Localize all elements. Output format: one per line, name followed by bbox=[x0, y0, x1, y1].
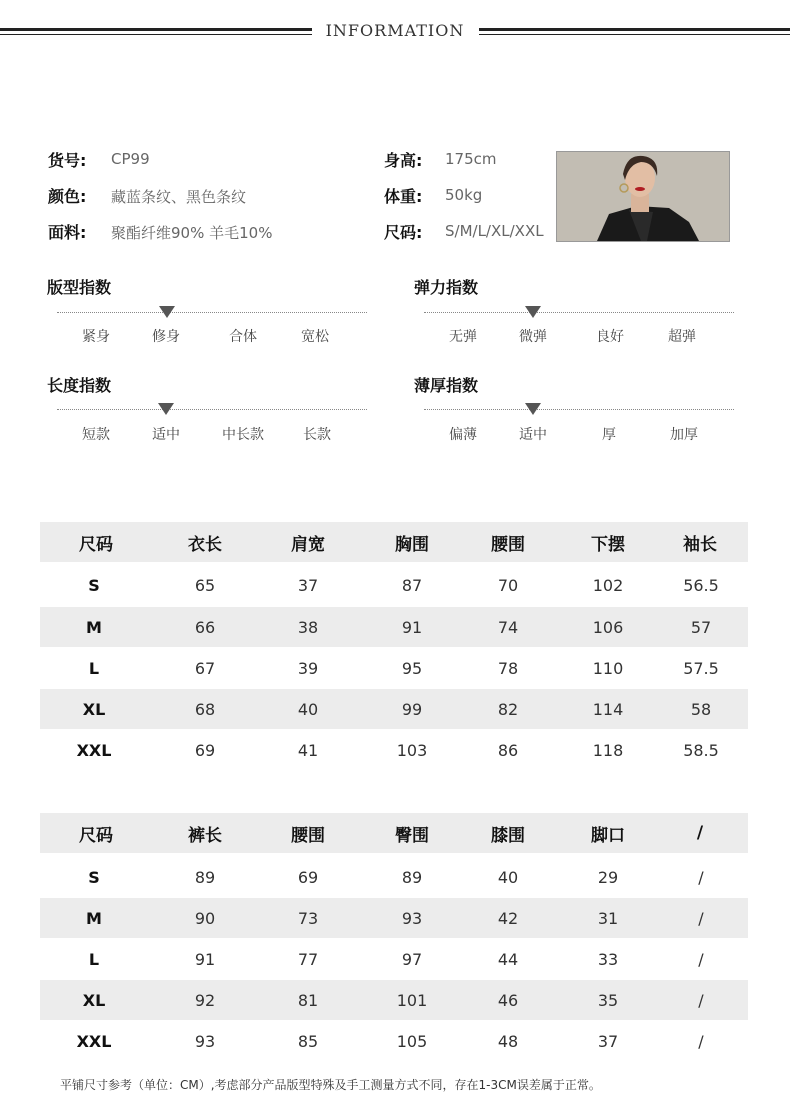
index-marker-icon bbox=[158, 403, 174, 415]
section-title: INFORMATION bbox=[325, 21, 465, 40]
table-cell: 69 bbox=[297, 867, 319, 887]
table-cell: 29 bbox=[597, 867, 619, 887]
table-header-cell: / bbox=[696, 823, 704, 843]
table-header-cell: 腰围 bbox=[291, 825, 325, 846]
table-cell: 40 bbox=[497, 867, 519, 887]
table-cell: XXL bbox=[76, 1031, 112, 1051]
header-rule-right bbox=[479, 28, 790, 35]
table-cell: M bbox=[86, 908, 102, 928]
index-option: 良好 bbox=[596, 329, 624, 345]
index-option: 紧身 bbox=[82, 329, 110, 345]
index-marker-icon bbox=[525, 306, 541, 318]
table-cell: L bbox=[88, 658, 100, 678]
table-row bbox=[40, 980, 748, 1020]
index-scale-line bbox=[57, 409, 367, 410]
info-value-height: 175cm bbox=[445, 150, 497, 168]
table-header-row bbox=[40, 522, 748, 562]
table-cell: 69 bbox=[194, 740, 216, 760]
table-cell: 37 bbox=[597, 1031, 619, 1051]
info-value-item-no: CP99 bbox=[111, 150, 150, 168]
index-option: 无弹 bbox=[449, 329, 477, 345]
table-cell: XL bbox=[82, 990, 106, 1010]
table-cell: 66 bbox=[194, 617, 216, 637]
info-label: 体重: bbox=[384, 187, 423, 206]
info-row-fabric bbox=[48, 220, 86, 243]
table-cell: 92 bbox=[194, 990, 216, 1010]
table-cell: 110 bbox=[592, 658, 624, 678]
table-row bbox=[40, 607, 748, 647]
index-option: 适中 bbox=[152, 427, 180, 443]
table-cell: 82 bbox=[497, 699, 519, 719]
table-cell: 103 bbox=[396, 740, 428, 760]
index-scale-line bbox=[424, 409, 734, 410]
table-cell: 87 bbox=[401, 575, 423, 595]
table-header-cell: 臀围 bbox=[395, 825, 429, 846]
table-header-cell: 衣长 bbox=[188, 534, 222, 555]
table-cell: 91 bbox=[194, 949, 216, 969]
info-value-weight: 50kg bbox=[445, 186, 483, 204]
index-option: 微弹 bbox=[519, 329, 547, 345]
size-table-top bbox=[40, 522, 748, 768]
index-option: 加厚 bbox=[670, 427, 698, 443]
table-row bbox=[40, 1021, 748, 1061]
table-cell: 118 bbox=[592, 740, 624, 760]
table-row bbox=[40, 857, 748, 897]
index-option: 合体 bbox=[229, 329, 257, 345]
index-scale-line bbox=[424, 312, 734, 313]
table-cell: 89 bbox=[194, 867, 216, 887]
table-cell: 90 bbox=[194, 908, 216, 928]
model-photo bbox=[556, 151, 730, 242]
table-cell: 93 bbox=[401, 908, 423, 928]
table-cell: 99 bbox=[401, 699, 423, 719]
index-option: 修身 bbox=[152, 329, 180, 345]
info-label: 颜色: bbox=[48, 187, 87, 206]
table-cell: 77 bbox=[297, 949, 319, 969]
info-label: 尺码: bbox=[384, 223, 423, 242]
index-marker-icon bbox=[159, 306, 175, 318]
table-header-cell: 裤长 bbox=[188, 825, 222, 846]
table-row bbox=[40, 689, 748, 729]
measurement-note: 平铺尺寸参考（单位：CM）,考虑部分产品版型特殊及手工测量方式不同，存在1-3CM误差属于正常。 bbox=[60, 1078, 601, 1092]
info-row-size bbox=[384, 220, 422, 243]
table-header-cell: 尺码 bbox=[79, 534, 113, 555]
table-cell: 73 bbox=[297, 908, 319, 928]
info-row-height bbox=[384, 148, 422, 171]
info-value-size: S/M/L/XL/XXL bbox=[445, 222, 544, 240]
table-cell: 58 bbox=[690, 699, 712, 719]
table-header-cell: 袖长 bbox=[683, 534, 717, 555]
table-cell: L bbox=[88, 949, 100, 969]
table-cell: / bbox=[698, 949, 704, 969]
info-label: 身高: bbox=[384, 151, 423, 170]
table-cell: 86 bbox=[497, 740, 519, 760]
index-title: 版型指数 bbox=[47, 278, 112, 297]
index-title: 弹力指数 bbox=[414, 278, 479, 297]
index-option: 短款 bbox=[82, 427, 110, 443]
info-label: 货号: bbox=[48, 151, 87, 170]
table-cell: 58.5 bbox=[683, 740, 719, 760]
index-option: 适中 bbox=[519, 427, 547, 443]
table-cell: 81 bbox=[297, 990, 319, 1010]
table-cell: 57 bbox=[690, 617, 712, 637]
index-option: 超弹 bbox=[668, 329, 696, 345]
table-row bbox=[40, 939, 748, 979]
table-cell: 35 bbox=[597, 990, 619, 1010]
table-cell: 114 bbox=[592, 699, 624, 719]
index-marker-icon bbox=[525, 403, 541, 415]
info-row-item-no bbox=[48, 148, 86, 171]
table-cell: XXL bbox=[76, 740, 112, 760]
size-table-pants bbox=[40, 813, 748, 1061]
table-cell: 97 bbox=[401, 949, 423, 969]
table-cell: 37 bbox=[297, 575, 319, 595]
table-header-cell: 腰围 bbox=[491, 534, 525, 555]
table-cell: 68 bbox=[194, 699, 216, 719]
table-cell: 48 bbox=[497, 1031, 519, 1051]
table-cell: M bbox=[86, 617, 102, 637]
table-cell: 65 bbox=[194, 575, 216, 595]
model-photo-illustration bbox=[557, 152, 729, 241]
table-cell: 102 bbox=[592, 575, 624, 595]
table-cell: 93 bbox=[194, 1031, 216, 1051]
table-cell: / bbox=[698, 908, 704, 928]
index-scale-line bbox=[57, 312, 367, 313]
table-cell: 85 bbox=[297, 1031, 319, 1051]
table-cell: 46 bbox=[497, 990, 519, 1010]
table-cell: 57.5 bbox=[683, 658, 719, 678]
table-cell: 95 bbox=[401, 658, 423, 678]
info-row-color bbox=[48, 184, 86, 207]
index-option: 偏薄 bbox=[449, 427, 477, 443]
table-cell: / bbox=[698, 990, 704, 1010]
table-header-cell: 下摆 bbox=[591, 534, 625, 555]
table-header-cell: 胸围 bbox=[395, 534, 429, 555]
index-option: 厚 bbox=[602, 427, 616, 443]
table-cell: 91 bbox=[401, 617, 423, 637]
table-cell: 74 bbox=[497, 617, 519, 637]
table-cell: 56.5 bbox=[683, 575, 719, 595]
table-cell: 44 bbox=[497, 949, 519, 969]
table-header-row bbox=[40, 813, 748, 853]
table-header-cell: 脚口 bbox=[591, 825, 625, 846]
info-value-color: 藏蓝条纹、黑色条纹 bbox=[111, 188, 247, 206]
table-header-cell: 尺码 bbox=[79, 825, 113, 846]
table-cell: 42 bbox=[497, 908, 519, 928]
table-row bbox=[40, 898, 748, 938]
index-title: 薄厚指数 bbox=[414, 376, 479, 395]
table-cell: 33 bbox=[597, 949, 619, 969]
table-cell: XL bbox=[82, 699, 106, 719]
index-option: 长款 bbox=[303, 427, 331, 443]
info-label: 面料: bbox=[48, 223, 87, 242]
table-row bbox=[40, 730, 748, 770]
table-header-cell: 膝围 bbox=[491, 825, 525, 846]
table-cell: 106 bbox=[592, 617, 624, 637]
table-cell: 41 bbox=[297, 740, 319, 760]
table-cell: 78 bbox=[497, 658, 519, 678]
table-cell: 38 bbox=[297, 617, 319, 637]
index-option: 宽松 bbox=[301, 329, 329, 345]
table-cell: / bbox=[698, 867, 704, 887]
table-cell: 31 bbox=[597, 908, 619, 928]
table-cell: 89 bbox=[401, 867, 423, 887]
table-cell: S bbox=[88, 867, 100, 887]
table-cell: 40 bbox=[297, 699, 319, 719]
table-cell: / bbox=[698, 1031, 704, 1051]
table-cell: 105 bbox=[396, 1031, 428, 1051]
table-row bbox=[40, 648, 748, 688]
table-cell: 70 bbox=[497, 575, 519, 595]
index-option: 中长款 bbox=[222, 427, 264, 443]
table-cell: 101 bbox=[396, 990, 428, 1010]
table-cell: 39 bbox=[297, 658, 319, 678]
table-cell: 67 bbox=[194, 658, 216, 678]
index-title: 长度指数 bbox=[47, 376, 112, 395]
info-value-fabric: 聚酯纤维90% 羊毛10% bbox=[111, 224, 273, 242]
table-row bbox=[40, 565, 748, 605]
table-cell: S bbox=[88, 575, 100, 595]
info-row-weight bbox=[384, 184, 422, 207]
table-header-cell: 肩宽 bbox=[291, 534, 325, 555]
